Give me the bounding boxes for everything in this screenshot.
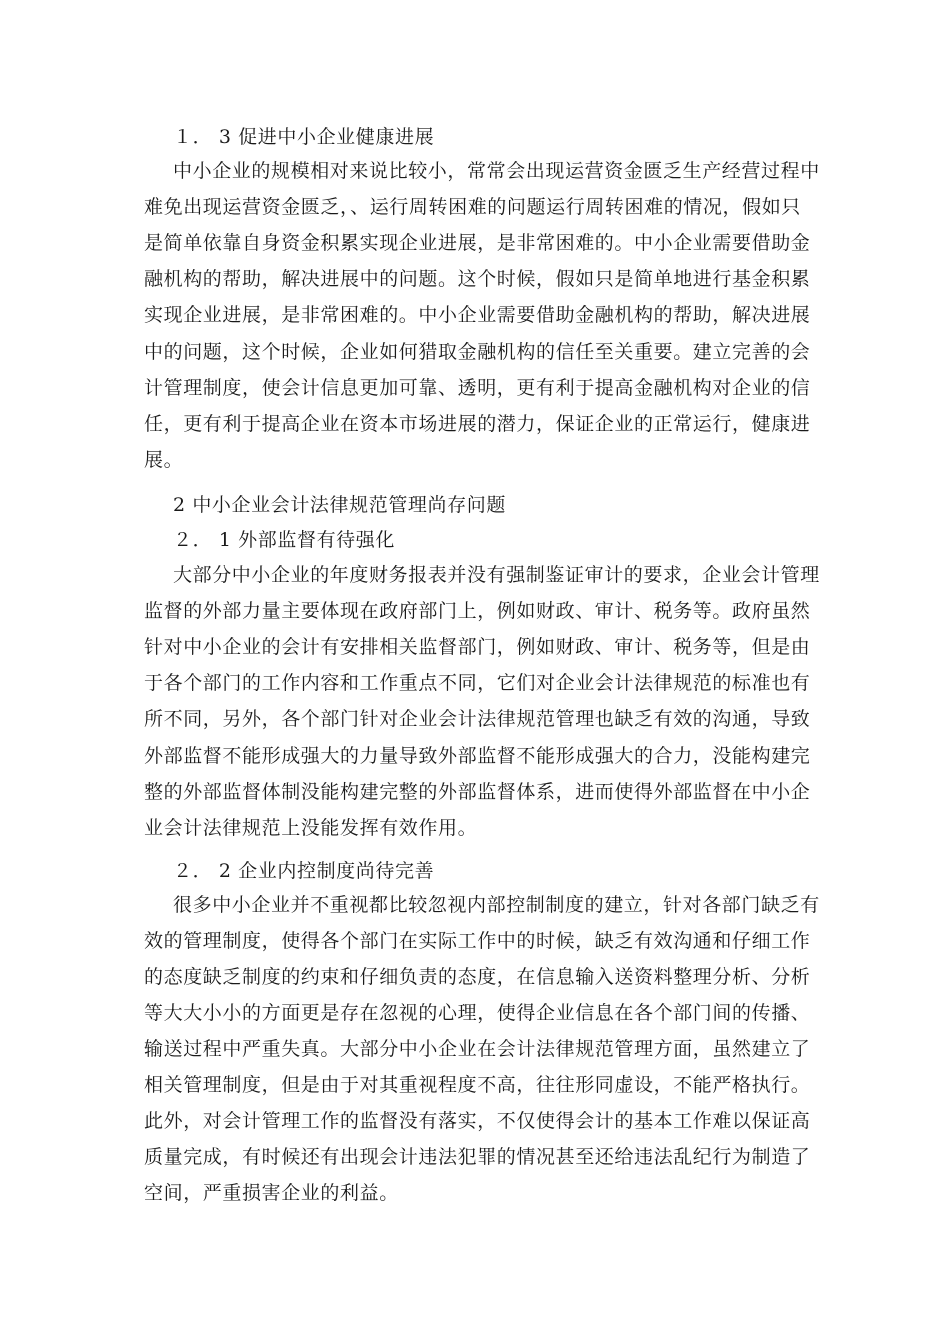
paragraph-line: 的态度缺乏制度的约束和仔细负责的态度，在信息输入送资料整理分析、分析 — [144, 966, 811, 988]
paragraph-line: 展。 — [144, 449, 184, 471]
paragraph-line: 所不同，另外，各个部门针对企业会计法律规范管理也缺乏有效的沟通，导致 — [144, 708, 811, 730]
paragraph-line: 计管理制度，使会计信息更加可靠、透明，更有利于提高金融机构对企业的信 — [144, 377, 811, 399]
paragraph-line: 整的外部监督体制没能构建完整的外部监督体系，进而使得外部监督在中小企 — [144, 781, 811, 803]
paragraph-line: 融机构的帮助，解决进展中的问题。这个时候，假如只是简单地进行基金积累 — [144, 268, 811, 290]
paragraph-line: 任，更有利于提高企业在资本市场进展的潜力，保证企业的正常运行，健康进 — [144, 413, 811, 435]
section-1-3-heading: １． 3 促进中小企业健康进展 — [173, 126, 435, 148]
paragraph-line: 外部监督不能形成强大的力量导致外部监督不能形成强大的合力，没能构建完 — [144, 745, 811, 767]
paragraph-line: 空间，严重损害企业的利益。 — [144, 1182, 399, 1204]
paragraph-line: 难免出现运营资金匮乏，、运行周转困难的问题运行周转困难的情况，假如只 — [144, 196, 801, 218]
paragraph-line: 此外，对会计管理工作的监督没有落实，不仅使得会计的基本工作难以保证高 — [144, 1110, 811, 1132]
paragraph-line: 是简单依靠自身资金积累实现企业进展，是非常困难的。中小企业需要借助金 — [144, 232, 811, 254]
paragraph-line: 等大大小小的方面更是存在忽视的心理，使得企业信息在各个部门间的传播、 — [144, 1002, 811, 1024]
paragraph-line: 相关管理制度，但是由于对其重视程度不高，往往形同虚设，不能严格执行。 — [144, 1074, 811, 1096]
paragraph-line: 中小企业的规模相对来说比较小，常常会出现运营资金匮乏生产经营过程中 — [173, 160, 820, 182]
paragraph-line: 监督的外部力量主要体现在政府部门上，例如财政、审计、税务等。政府虽然 — [144, 600, 811, 622]
section-2-1-heading: ２． 1 外部监督有待强化 — [173, 529, 395, 551]
section-2-2-heading: ２． 2 企业内控制度尚待完善 — [173, 860, 435, 882]
paragraph-line: 业会计法律规范上没能发挥有效作用。 — [144, 817, 478, 839]
paragraph-line: 大部分中小企业的年度财务报表并没有强制鉴证审计的要求，企业会计管理 — [173, 564, 820, 586]
paragraph-line: 质量完成，有时候还有出现会计违法犯罪的情况甚至还给违法乱纪行为制造了 — [144, 1146, 811, 1168]
paragraph-line: 输送过程中严重失真。大部分中小企业在会计法律规范管理方面，虽然建立了 — [144, 1038, 811, 1060]
paragraph-line: 针对中小企业的会计有安排相关监督部门，例如财政、审计、税务等，但是由 — [144, 636, 811, 658]
section-2-heading: 2 中小企业会计法律规范管理尚存问题 — [173, 494, 506, 516]
paragraph-line: 于各个部门的工作内容和工作重点不同，它们对企业会计法律规范的标准也有 — [144, 672, 811, 694]
paragraph-line: 中的问题，这个时候，企业如何猎取金融机构的信任至关重要。建立完善的会 — [144, 341, 811, 363]
paragraph-line: 实现企业进展，是非常困难的。中小企业需要借助金融机构的帮助，解决进展 — [144, 304, 811, 326]
paragraph-line: 很多中小企业并不重视都比较忽视内部控制制度的建立，针对各部门缺乏有 — [173, 894, 820, 916]
paragraph-line: 效的管理制度，使得各个部门在实际工作中的时候，缺乏有效沟通和仔细工作 — [144, 930, 811, 952]
